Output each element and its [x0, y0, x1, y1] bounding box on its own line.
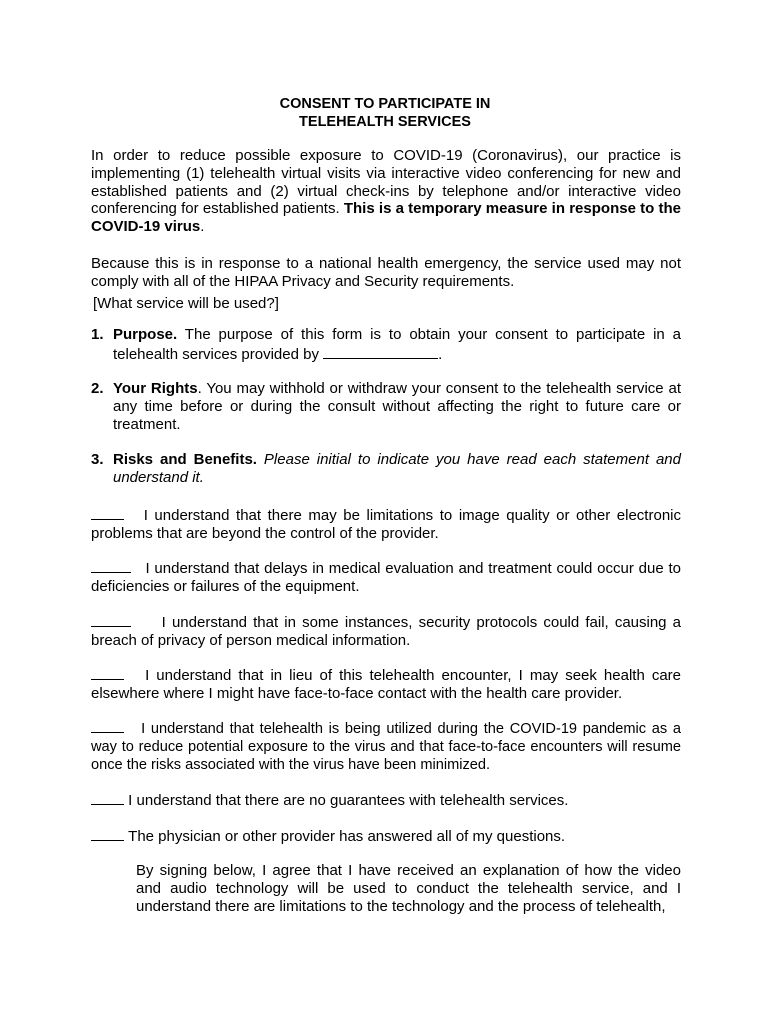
initials-blank-field[interactable] — [91, 665, 124, 680]
statement-text: I understand that there may be limitations to image quality or other electronic problems that are beyond the control of the provider. — [91, 507, 681, 542]
intro-end: . — [200, 218, 205, 236]
item-risks-benefits — [91, 451, 681, 487]
item-text: Please initial to indicate you have read each statement and understand it. — [113, 451, 681, 486]
statement-text: I understand that delays in medical evaluation and treatment could occur due to deficiencies or failures of the equipment. — [91, 560, 681, 595]
item-heading: Risks and Benefits. — [113, 451, 257, 468]
statement-security — [91, 612, 681, 650]
statement-text: I understand that in some instances, security protocols could fail, causing a breach of privacy of person medical information. — [91, 614, 681, 649]
item-text: . You may withhold or withdraw your consent to the telehealth service at any time before or during the consult without affecting the right to future care or treatment. — [113, 380, 681, 433]
statement-text: I understand that there are no guarantees with telehealth services. — [128, 792, 569, 809]
intro-bold-text: This is a temporary measure in response to the COVID-19 virus — [91, 200, 681, 236]
item-number: 1. — [91, 326, 104, 343]
service-prompt: [What service will be used?] — [93, 295, 279, 312]
item-your-rights — [91, 380, 681, 433]
intro-paragraph — [91, 147, 681, 236]
document-title-line-1: CONSENT TO PARTICIPATE IN — [279, 96, 491, 112]
item-end: . — [438, 345, 443, 363]
initials-blank-field[interactable] — [91, 505, 124, 520]
item-number: 3. — [91, 451, 104, 468]
statement-image-quality — [91, 505, 681, 543]
item-number: 2. — [91, 380, 104, 397]
hipaa-paragraph: Because this is in response to a national health emergency, the service used may not comply with all of the HIPAA Privacy and Security requirements. — [91, 255, 681, 290]
statement-text: The physician or other provider has answered all of my questions. — [128, 828, 566, 845]
item-purpose — [91, 326, 681, 364]
document-title-line-2: TELEHEALTH SERVICES — [299, 114, 471, 130]
statement-delays — [91, 558, 681, 596]
initials-blank-field[interactable] — [91, 790, 124, 805]
signing-paragraph: By signing below, I agree that I have received an explanation of how the video and audio technology will be used to conduct the telehealth service, and I understand there are limitations to the technology and the process of telehealth, — [136, 862, 681, 915]
statement-questions-answered — [91, 826, 681, 846]
statement-in-lieu — [91, 665, 681, 703]
statement-text: I understand that telehealth is being utilized during the COVID-19 pandemic as a way to reduce potential exposure to the virus and that face-to-face encounters will resume once the risks associated with the virus have been minimized. — [91, 721, 681, 773]
statement-no-guarantees — [91, 790, 681, 810]
initials-blank-field[interactable] — [91, 826, 124, 841]
item-heading: Purpose. — [113, 326, 178, 343]
statement-text: I understand that in lieu of this telehealth encounter, I may seek health care elsewhere where I might have face-to-face contact with the health care provider. — [91, 667, 681, 702]
initials-blank-field[interactable] — [91, 718, 124, 733]
item-heading: Your Rights — [113, 380, 198, 397]
intro-text: In order to reduce possible exposure to COVID-19 (Coronavirus), our practice is implementing (1) telehealth virtual visits via interactive video conferencing for new and established patients and (2) virtual check-ins by telephone and/or interactive video conferencing for established patients. — [91, 147, 681, 218]
initials-blank-field[interactable] — [91, 558, 131, 573]
provider-blank-field[interactable] — [323, 344, 438, 359]
item-text: The purpose of this form is to obtain your consent to participate in a telehealth services provided by — [113, 326, 681, 363]
initials-blank-field[interactable] — [91, 612, 131, 627]
statement-covid-pandemic — [91, 718, 681, 774]
